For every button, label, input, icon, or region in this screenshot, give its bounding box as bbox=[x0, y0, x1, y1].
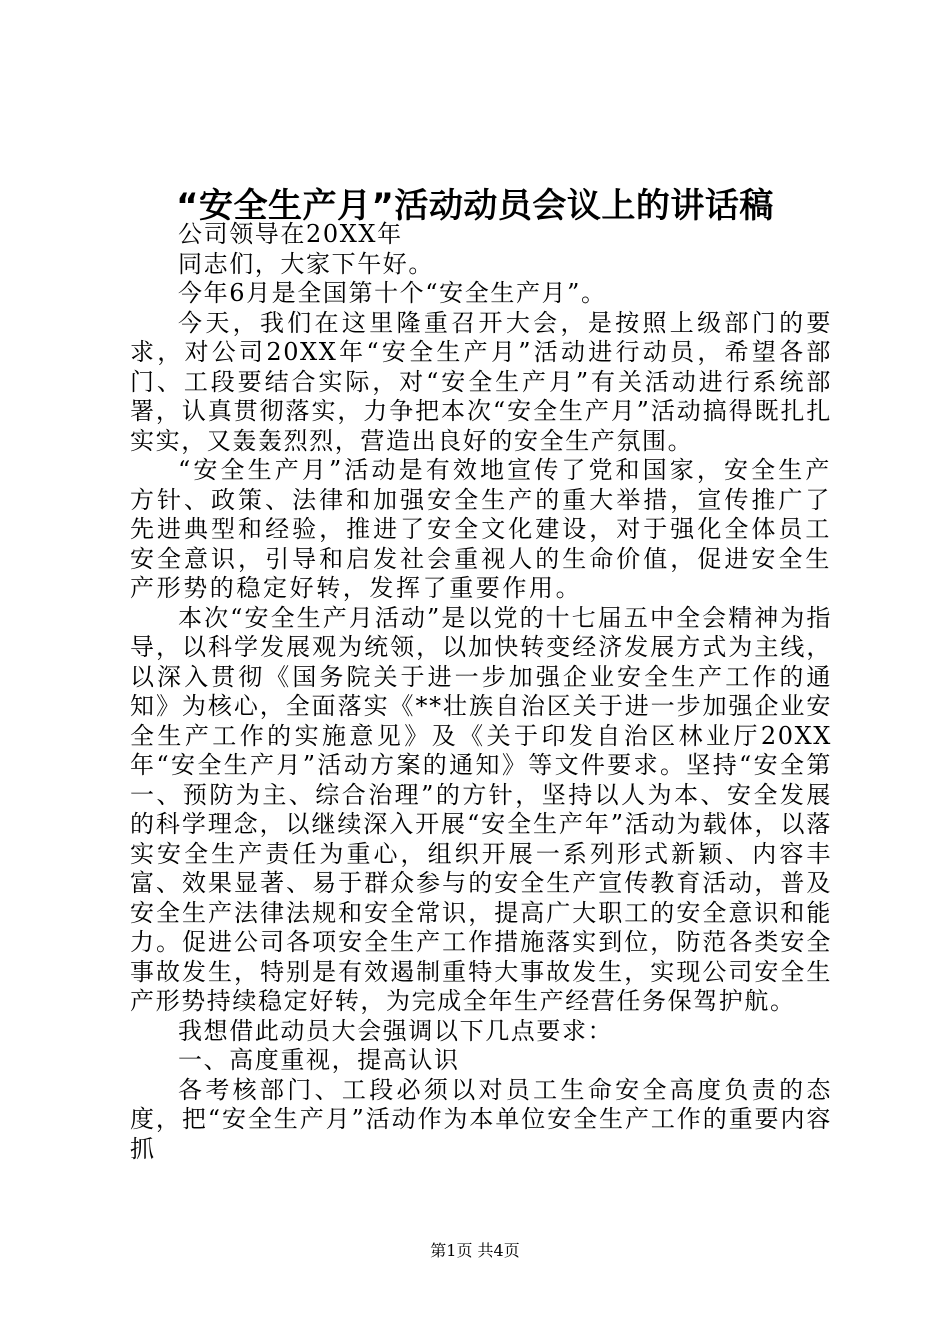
paragraph-8: 各考核部门、工段必须以对员工生命安全高度负责的态度，把“安全生产月”活动作为本单位安全生产工作的重要内容抓 bbox=[130, 1075, 832, 1163]
paragraph-1: 公司领导在20XX年 bbox=[178, 220, 403, 248]
paragraph-7: 我想借此动员大会强调以下几点要求： bbox=[178, 1016, 614, 1045]
paragraph-6: 本次“安全生产月活动”是以党的十七届五中全会精神为指导，以科学发展观为统领，以加快转变经济发展方式为主线，以深入贯彻《国务院关于进一步加强企业安全生产工作的通知》为核心，全面落实《**壮族自治区关于进一步加强企业安全生产工作的实施意见》及《关于印发自治区林业厅20XX年“安全生产月”活动方案的通知》等文件要求。坚持“安全第一、预防为主、综合治理”的方针，坚持以人为本、安全发展的科学理念，以继续深入开展“安全生产年”活动为载体，以落实安全生产责任为重心，组织开展一系列形式新颖、内容丰富、效果显著、易于群众参与的安全生产宣传教育活动，普及安全生产法律法规和安全常识，提高广大职工的安全意识和能力。促进公司各项安全生产工作措施落实到位，防范各类安全事故发生，特别是有效遏制重特大事故发生，实现公司安全生产形势持续稳定好转，为完成全年生产经营任务保驾护航。 bbox=[130, 603, 832, 1015]
paragraph-3: 今年6月是全国第十个“安全生产月”。 bbox=[178, 279, 607, 307]
page-footer: 第1页 共4页 bbox=[430, 1241, 520, 1260]
document-title: “安全生产月”活动动员会议上的讲话稿 bbox=[176, 186, 774, 226]
paragraph-5: “安全生产月”活动是有效地宣传了党和国家，安全生产方针、政策、法律和加强安全生产的重大举措，宣传推广了先进典型和经验，推进了安全文化建设，对于强化全体员工安全意识，引导和启发社会重视人的生命价值，促进安全生产形势的稳定好转，发挥了重要作用。 bbox=[130, 456, 832, 602]
paragraph-2: 同志们，大家下午好。 bbox=[178, 249, 434, 278]
paragraph-4: 今天，我们在这里隆重召开大会，是按照上级部门的要求，对公司20XX年“安全生产月”活动进行动员，希望各部门、工段要结合实际，对“安全生产月”有关活动进行系统部署，认真贯彻落实，力争把本次“安全生产月”活动搞得既扎扎实实，又轰轰烈烈，营造出良好的安全生产氛围。 bbox=[130, 308, 832, 455]
document-body bbox=[130, 220, 832, 1164]
section-heading-1: 一、高度重视，提高认识 bbox=[178, 1046, 460, 1074]
